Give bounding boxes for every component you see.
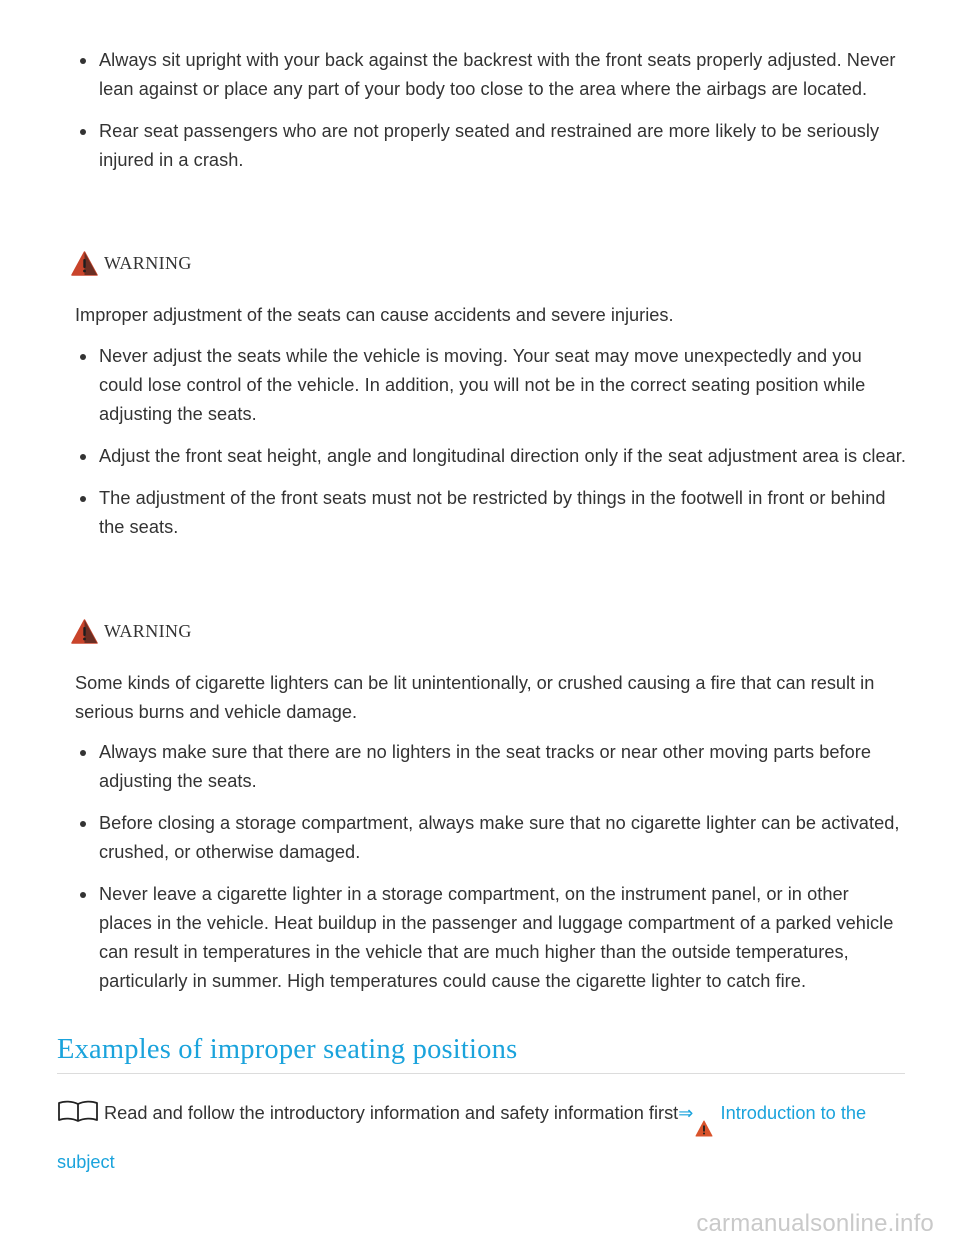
intro-text: Read and follow the introductory information and safety information first — [104, 1103, 679, 1123]
list-item: Adjust the front seat height, angle and longitudinal direction only if the seat adjustment area is clear. — [76, 442, 906, 471]
warning-triangle-icon — [695, 1116, 713, 1147]
warning-label: WARNING — [104, 621, 192, 641]
list-item: Never adjust the seats while the vehicle is moving. Your seat may move unexpectedly and you could lose control of the vehicle. In addition, you will not be in the correct seating position while adjusting the seats. — [76, 342, 906, 429]
seating-bullet-list — [76, 46, 906, 188]
book-icon — [57, 1100, 99, 1132]
list-item: Always make sure that there are no lighters in the seat tracks or near other moving parts before adjusting the seats. — [76, 738, 906, 796]
list-item: Rear seat passengers who are not properly seated and restrained are more likely to be seriously injured in a crash. — [76, 117, 906, 175]
warning-intro-text: Improper adjustment of the seats can cause accidents and severe injuries. — [75, 305, 674, 325]
watermark: carmanualsonline.info — [696, 1210, 934, 1237]
introduction-link[interactable]: Introduction to the subject — [57, 1103, 867, 1172]
section-intro — [57, 1098, 907, 1178]
warning-triangle-icon — [71, 619, 98, 644]
warning-triangle-icon — [71, 251, 98, 276]
list-item: Always sit upright with your back against the backrest with the front seats properly adjusted. Never lean against or place any part of your body too close to the area where the airbags are located. — [76, 46, 906, 104]
list-item: Before closing a storage compartment, always make sure that no cigarette lighter can be activated, crushed, or otherwise damaged. — [76, 809, 906, 867]
section-title: Examples of improper seating positions — [57, 1034, 518, 1065]
reference-arrow[interactable]: ⇒ — [678, 1103, 694, 1123]
warning-bullet-list — [76, 342, 906, 555]
section-divider — [57, 1073, 905, 1074]
warning-bullet-list — [76, 738, 906, 1009]
list-item: The adjustment of the front seats must not be restricted by things in the footwell in front or behind the seats. — [76, 484, 906, 542]
warning-heading — [71, 619, 192, 644]
warning-heading — [71, 251, 192, 276]
list-item: Never leave a cigarette lighter in a storage compartment, on the instrument panel, or in other places in the vehicle. Heat buildup in the passenger and luggage compartment of a parked vehicle can result in temperatures in the vehicle that are much higher than the outside temperatures, particularly in summer. High temperatures could cause the cigarette lighter to catch fire. — [76, 880, 906, 996]
warning-label: WARNING — [104, 253, 192, 273]
warning-intro-text: Some kinds of cigarette lighters can be lit unintentionally, or crushed causing a fire that can result in serious burns and vehicle damage. — [75, 673, 875, 722]
